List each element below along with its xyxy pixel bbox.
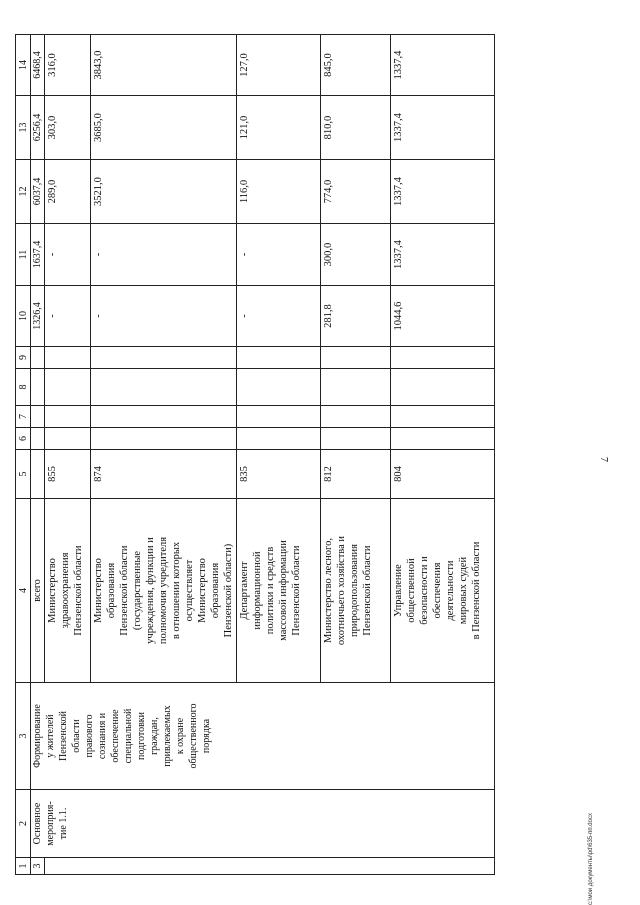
value-cell: - bbox=[237, 286, 321, 347]
value-cell: 1337,4 bbox=[391, 224, 495, 286]
col-number: 9 bbox=[16, 347, 31, 369]
footer-file-path: c:\мои документы\pd\635-пп.docx bbox=[588, 813, 594, 905]
value-cell: 774,0 bbox=[321, 160, 391, 224]
org-name: Департамент информационной политики и средств массовой информации Пензенской области bbox=[237, 499, 321, 683]
col-number: 8 bbox=[16, 369, 31, 406]
measure-name: Основное мероприя- тие 1.1. bbox=[31, 790, 495, 858]
row-index: 3 bbox=[31, 858, 45, 875]
org-name: Министерство лесного, охотничьего хозяйства и природопользования Пензенской области bbox=[321, 499, 391, 683]
value-cell: 116,0 bbox=[237, 160, 321, 224]
total-value: 6468,4 bbox=[31, 35, 45, 96]
org-name: Управление общественной безопасности и обеспечения деятельности мировых судей в Пензенской области bbox=[391, 499, 495, 683]
total-row bbox=[31, 35, 45, 875]
value-cell: - bbox=[45, 286, 91, 347]
value-cell: 300,0 bbox=[321, 224, 391, 286]
col-number: 7 bbox=[16, 406, 31, 428]
col-number: 6 bbox=[16, 428, 31, 450]
value-cell: 3685,0 bbox=[91, 96, 237, 160]
value-cell: 121,0 bbox=[237, 96, 321, 160]
total-value: 1326,4 bbox=[31, 286, 45, 347]
column-number-row bbox=[16, 35, 31, 875]
value-cell: 127,0 bbox=[237, 35, 321, 96]
value-cell: 316,0 bbox=[45, 35, 91, 96]
value-cell: 845,0 bbox=[321, 35, 391, 96]
total-value: 1637,4 bbox=[31, 224, 45, 286]
value-cell: 1337,4 bbox=[391, 35, 495, 96]
value-cell: 3521,0 bbox=[91, 160, 237, 224]
value-cell: 281,8 bbox=[321, 286, 391, 347]
col-number: 3 bbox=[16, 683, 31, 790]
page-number: 7 bbox=[598, 457, 609, 462]
value-cell: 1337,4 bbox=[391, 160, 495, 224]
budget-code: 804 bbox=[391, 450, 495, 499]
total-label: всего bbox=[31, 499, 45, 683]
value-cell: 1044,6 bbox=[391, 286, 495, 347]
col-number: 5 bbox=[16, 450, 31, 499]
budget-code: 835 bbox=[237, 450, 321, 499]
org-name: Министерство образования Пензенской области (государственные учреждения, функции и полномочия учредителя в отношении которых осуществляет Министерство образования Пензенской области) bbox=[91, 499, 237, 683]
col-number: 1 bbox=[16, 858, 31, 875]
col-number: 4 bbox=[16, 499, 31, 683]
total-value: 6037,4 bbox=[31, 160, 45, 224]
col-number: 12 bbox=[16, 160, 31, 224]
budget-code: 874 bbox=[91, 450, 237, 499]
col-number: 13 bbox=[16, 96, 31, 160]
org-name: Министерство здравоохранения Пензенской области bbox=[45, 499, 91, 683]
budget-code: 812 bbox=[321, 450, 391, 499]
value-cell: - bbox=[91, 224, 237, 286]
col-number: 10 bbox=[16, 286, 31, 347]
value-cell: 303,0 bbox=[45, 96, 91, 160]
value-cell: - bbox=[91, 286, 237, 347]
measure-description: Формирование у жителей Пензенской области правового сознания и обеспечение специальной подготовки граждан, привлекаемых к охране общественного порядка bbox=[31, 683, 495, 790]
value-cell: 1337,4 bbox=[391, 96, 495, 160]
value-cell: - bbox=[45, 224, 91, 286]
value-cell: - bbox=[237, 224, 321, 286]
value-cell: 289,0 bbox=[45, 160, 91, 224]
value-cell: 3843,0 bbox=[91, 35, 237, 96]
budget-table bbox=[15, 34, 495, 875]
col-number: 11 bbox=[16, 224, 31, 286]
value-cell: 810,0 bbox=[321, 96, 391, 160]
col-number: 2 bbox=[16, 790, 31, 858]
total-value: 6256,4 bbox=[31, 96, 45, 160]
budget-code: 855 bbox=[45, 450, 91, 499]
col-number: 14 bbox=[16, 35, 31, 96]
